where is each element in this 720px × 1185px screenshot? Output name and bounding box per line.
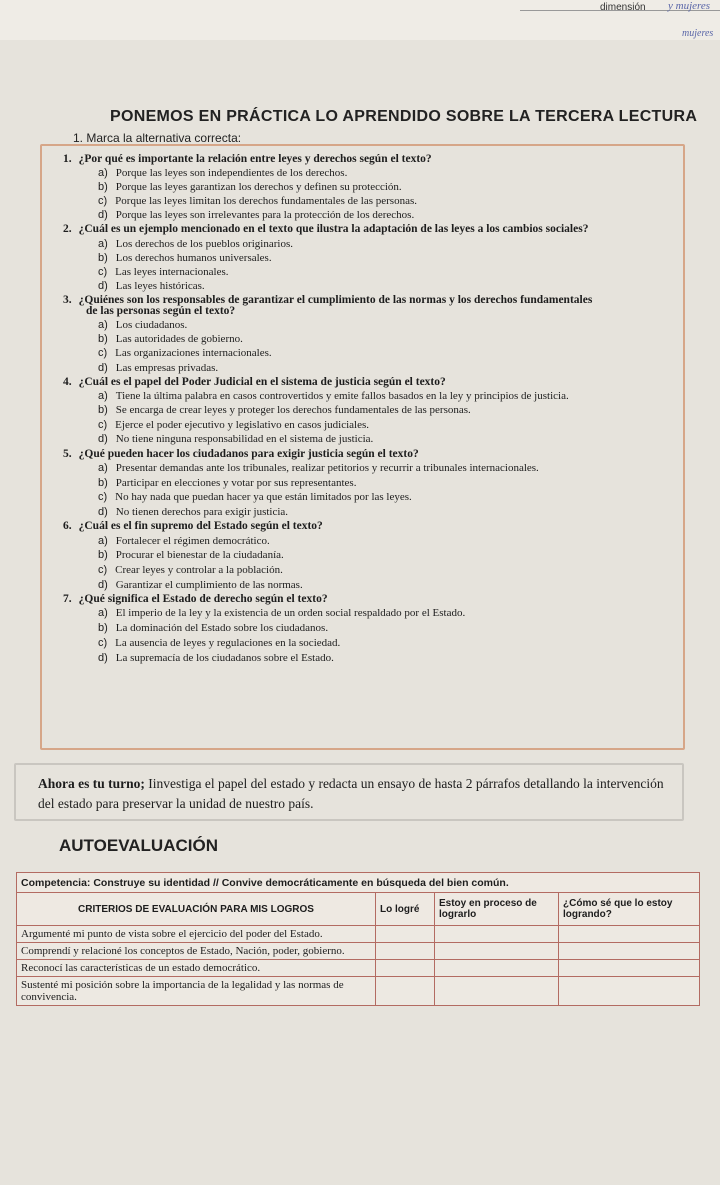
option-text: Los derechos humanos universales. <box>115 252 272 264</box>
option-text: Los ciudadanos. <box>115 319 188 331</box>
option-text: Porque las leyes son independientes de los derechos. <box>115 167 348 179</box>
option[interactable] <box>98 319 187 331</box>
competency-row: Competencia: Construye su identidad // Convive democráticamente en búsqueda del bien común. <box>17 873 700 893</box>
option[interactable] <box>98 266 229 278</box>
how-cell[interactable] <box>559 960 700 977</box>
how-cell[interactable] <box>559 977 700 1006</box>
option-letter: c) <box>98 266 108 278</box>
table-row <box>17 943 700 960</box>
handwritten-note-2: mujeres <box>682 28 714 39</box>
col-criteria: CRITERIOS DE EVALUACIÓN PARA MIS LOGROS <box>17 893 376 926</box>
question-number: 7. <box>63 593 72 605</box>
option-letter: a) <box>98 319 108 331</box>
option-text: Participar en elecciones y votar por sus representantes. <box>115 477 357 489</box>
progress-cell[interactable] <box>435 926 559 943</box>
option[interactable] <box>98 622 328 634</box>
option-letter: b) <box>98 549 108 561</box>
col-how: ¿Cómo sé que lo estoy logrando? <box>559 893 700 926</box>
option-letter: b) <box>98 477 108 489</box>
criterion-cell: Comprendí y relacioné los conceptos de Estado, Nación, poder, gobierno. <box>17 943 376 960</box>
page-title: PONEMOS EN PRÁCTICA LO APRENDIDO SOBRE LA TERCERA LECTURA <box>110 108 698 125</box>
option-letter: a) <box>98 607 108 619</box>
question-text-cont: de las personas según el texto? <box>86 305 236 317</box>
option[interactable] <box>98 252 272 264</box>
option-text: No hay nada que puedan hacer ya que están limitados por las leyes. <box>115 491 412 503</box>
table-header <box>17 893 700 926</box>
question-number: 4. <box>63 376 72 388</box>
option-text: El imperio de la ley y la existencia de un orden social respaldado por el Estado. <box>115 607 466 619</box>
option[interactable] <box>98 390 569 402</box>
option[interactable] <box>98 535 270 547</box>
option-text: No tiene ninguna responsabilidad en el sistema de justicia. <box>115 433 374 445</box>
option[interactable] <box>98 280 205 292</box>
option-letter: a) <box>98 238 108 250</box>
question-2 <box>63 223 588 235</box>
corner-word: dimensión <box>600 2 646 13</box>
option[interactable] <box>98 462 539 474</box>
option-letter: d) <box>98 506 108 518</box>
option-letter: b) <box>98 404 108 416</box>
question-text: ¿Qué pueden hacer los ciudadanos para exigir justicia según el texto? <box>78 448 419 460</box>
option-letter: b) <box>98 333 108 345</box>
option-letter: b) <box>98 252 108 264</box>
table-row <box>17 926 700 943</box>
table-row <box>17 977 700 1006</box>
col-in-progress: Estoy en proceso de lograrlo <box>435 893 559 926</box>
option-letter: c) <box>98 347 108 359</box>
option-letter: d) <box>98 209 108 221</box>
option-letter: b) <box>98 622 108 634</box>
question-number: 6. <box>63 520 72 532</box>
question-number: 1. <box>63 153 72 165</box>
table-row <box>17 960 700 977</box>
criterion-cell: Argumenté mi punto de vista sobre el ejercicio del poder del Estado. <box>17 926 376 943</box>
progress-cell[interactable] <box>435 977 559 1006</box>
top-strip <box>0 0 720 40</box>
option[interactable] <box>98 433 373 445</box>
how-cell[interactable] <box>559 926 700 943</box>
option-text: Las autoridades de gobierno. <box>115 333 243 345</box>
option[interactable] <box>98 506 288 518</box>
option-text: Ejerce el poder ejecutivo y legislativo en casos judiciales. <box>115 419 369 431</box>
option-letter: d) <box>98 280 108 292</box>
achieved-cell[interactable] <box>376 960 435 977</box>
option-text: La supremacía de los ciudadanos sobre el Estado. <box>115 652 334 664</box>
question-text: ¿Qué significa el Estado de derecho según el texto? <box>78 593 328 605</box>
option-letter: c) <box>98 195 108 207</box>
instruction: 1. Marca la alternativa correcta: <box>73 131 242 145</box>
option[interactable] <box>98 419 369 431</box>
option-text: Las organizaciones internacionales. <box>115 347 272 359</box>
option-text: La dominación del Estado sobre los ciudadanos. <box>115 622 329 634</box>
option-letter: d) <box>98 652 108 664</box>
option-text: Garantizar el cumplimiento de las normas. <box>115 579 303 591</box>
criterion-cell: Sustenté mi posición sobre la importancia de la legalidad y las normas de convivencia. <box>17 977 376 1006</box>
option-text: Las leyes históricas. <box>115 280 205 292</box>
achieved-cell[interactable] <box>376 926 435 943</box>
task-box <box>14 763 684 821</box>
option-letter: d) <box>98 433 108 445</box>
how-cell[interactable] <box>559 943 700 960</box>
question-4 <box>63 376 446 388</box>
option[interactable] <box>98 607 465 619</box>
option-text: Los derechos de los pueblos originarios. <box>115 238 293 250</box>
option[interactable] <box>98 209 414 221</box>
option-text: Las empresas privadas. <box>115 362 219 374</box>
option[interactable] <box>98 195 417 207</box>
option-text: Las leyes internacionales. <box>115 266 229 278</box>
option-text: Procurar el bienestar de la ciudadanía. <box>115 549 284 561</box>
achieved-cell[interactable] <box>376 977 435 1006</box>
option-text: La ausencia de leyes y regulaciones en la sociedad. <box>115 637 341 649</box>
option[interactable] <box>98 333 243 345</box>
option-letter: c) <box>98 637 108 649</box>
question-text: ¿Cuál es un ejemplo mencionado en el texto que ilustra la adaptación de las leyes a los cambios sociales? <box>78 223 589 235</box>
option-letter: d) <box>98 362 108 374</box>
option-letter: a) <box>98 390 108 402</box>
option-letter: a) <box>98 167 108 179</box>
option-letter: c) <box>98 491 108 503</box>
question-text: ¿Cuál es el papel del Poder Judicial en el sistema de justicia según el texto? <box>78 376 446 388</box>
progress-cell[interactable] <box>435 943 559 960</box>
col-achieved: Lo logré <box>376 893 435 926</box>
option-text: Porque las leyes limitan los derechos fundamentales de las personas. <box>115 195 417 207</box>
option[interactable] <box>98 579 303 591</box>
option[interactable] <box>98 477 356 489</box>
option-letter: b) <box>98 181 108 193</box>
question-5 <box>63 448 419 460</box>
option-text: Presentar demandas ante los tribunales, realizar petitorios y recurrir a tribunales internacionales. <box>115 462 539 474</box>
option-text: Crear leyes y controlar a la población. <box>115 564 283 576</box>
option-text: Porque las leyes son irrelevantes para la protección de los derechos. <box>115 209 415 221</box>
option[interactable] <box>98 181 402 193</box>
question-number: 5. <box>63 448 72 460</box>
option-letter: a) <box>98 535 108 547</box>
option-letter: c) <box>98 419 108 431</box>
option[interactable] <box>98 549 284 561</box>
question-text: ¿Cuál es el fin supremo del Estado según el texto? <box>78 520 323 532</box>
option[interactable] <box>98 404 471 416</box>
option[interactable] <box>98 637 340 649</box>
option[interactable] <box>98 564 283 576</box>
task-lead: Ahora es tu turno; <box>38 776 145 791</box>
criterion-cell: Reconocí las características de un estado democrático. <box>17 960 376 977</box>
option[interactable] <box>98 167 347 179</box>
achieved-cell[interactable] <box>376 943 435 960</box>
option[interactable] <box>98 238 293 250</box>
option-text: Porque las leyes garantizan los derechos y definen su protección. <box>115 181 402 193</box>
task-body: Iinvestiga el papel del estado y redacta un ensayo de hasta 2 párrafos detallando la intervención del estado para preservar la unidad de nuestro país. <box>38 776 664 811</box>
option[interactable] <box>98 347 272 359</box>
option[interactable] <box>98 491 412 503</box>
task-text <box>38 774 678 814</box>
question-7 <box>63 593 328 605</box>
handwritten-note: y mujeres <box>668 0 711 12</box>
question-number: 3. <box>63 294 72 306</box>
question-text: ¿Por qué es importante la relación entre leyes y derechos según el texto? <box>78 153 432 165</box>
progress-cell[interactable] <box>435 960 559 977</box>
self-evaluation-table <box>16 872 700 1006</box>
question-text: ¿Quiénes son los responsables de garantizar el cumplimiento de las normas y los derechos fundamentales <box>78 294 593 306</box>
option-text: Se encarga de crear leyes y proteger los derechos fundamentales de las personas. <box>115 404 471 416</box>
option-letter: a) <box>98 462 108 474</box>
option[interactable] <box>98 362 218 374</box>
question-1 <box>63 153 432 165</box>
option[interactable] <box>98 652 334 664</box>
question-6 <box>63 520 323 532</box>
option-letter: d) <box>98 579 108 591</box>
self-evaluation-title: AUTOEVALUACIÓN <box>59 836 218 855</box>
option-letter: c) <box>98 564 108 576</box>
option-text: No tienen derechos para exigir justicia. <box>115 506 289 518</box>
option-text: Fortalecer el régimen democrático. <box>115 535 270 547</box>
option-text: Tiene la última palabra en casos controvertidos y emite fallos basados en la ley y principios de justicia. <box>115 390 569 402</box>
question-number: 2. <box>63 223 72 235</box>
